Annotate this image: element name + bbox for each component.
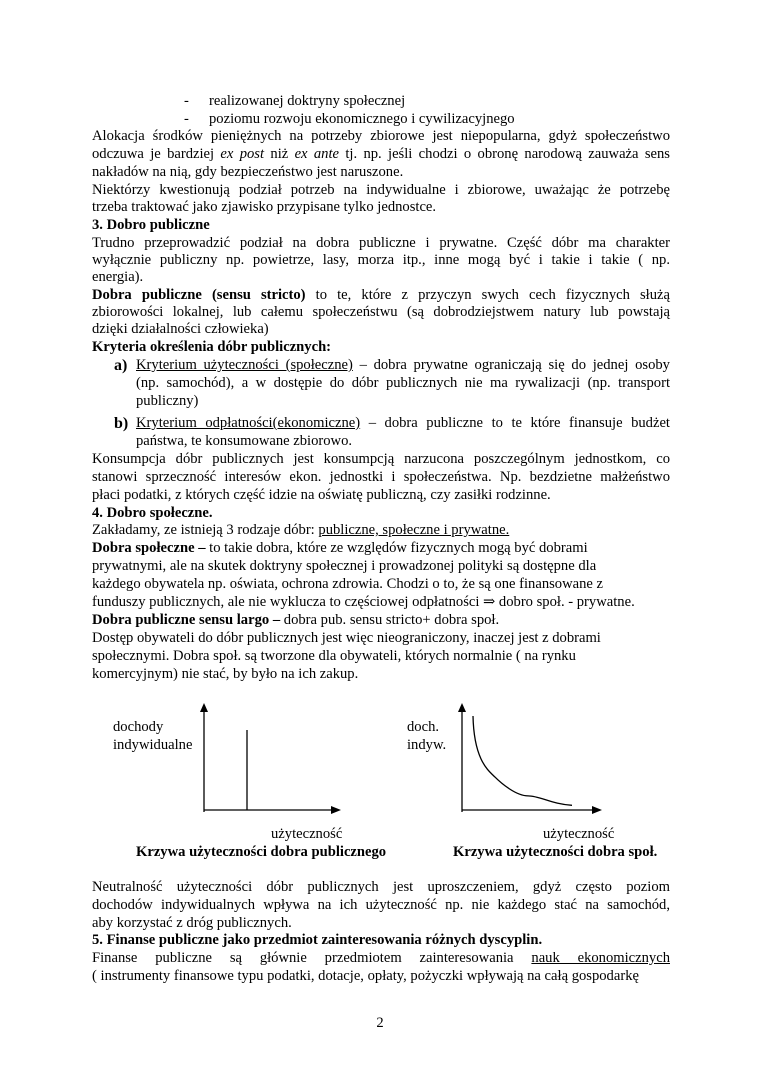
paragraph-line: wyłącznie publiczny np. powietrze, lasy, morza itp., inne mogą być i takie i takie ( np. xyxy=(92,252,670,268)
chart1-ylabel-line1: dochody xyxy=(113,719,164,735)
paragraph-line: Dobra publiczne sensu largo – dobra pub. sensu stricto+ dobra społ. xyxy=(92,612,500,628)
chart1-xlabel: użyteczność xyxy=(271,826,343,842)
bullet-marker: - xyxy=(184,111,189,127)
chart1-x-arrow xyxy=(331,806,341,814)
paragraph-line: Dobra publiczne (sensu stricto) to te, które z przyczyn swych cech fizycznych służą xyxy=(92,287,670,303)
chart2-curve xyxy=(473,716,572,805)
chart1-title: Krzywa użyteczności dobra publicznego xyxy=(136,844,387,860)
chart2-x-arrow xyxy=(592,806,602,814)
paragraph-line: płaci podatki, z których część idzie na oświatę publiczną, czy zasiłki rodzinne. xyxy=(92,487,551,503)
criterion-letter: a) xyxy=(114,357,128,374)
criterion-line: (np. samochód), a w dostępie do dóbr publicznych nie ma rywalizacji (np. transport xyxy=(136,375,670,391)
paragraph-line: Konsumpcja dóbr publicznych jest konsumpcją narzucona poszczególnym jednostkom, co xyxy=(92,451,670,467)
chart2-xlabel: użyteczność xyxy=(543,826,615,842)
paragraph-line: zbiorowości lokalnej, lub całemu społeczeństwu (są dobrodziejstwem natury lub powstają xyxy=(92,304,670,320)
paragraph-line: dzięki działalności człowieka) xyxy=(92,321,269,337)
paragraph-line: Neutralność użyteczności dóbr publicznych jest uproszczeniem, gdyż często poziom xyxy=(92,879,670,895)
section-heading: 5. Finanse publiczne jako przedmiot zainteresowania różnych dyscyplin. xyxy=(92,932,543,948)
chart1-y-arrow xyxy=(200,703,208,712)
paragraph-line: prywatnymi, ale na skutek doktryny społecznej i prowadzonej polityki są dostępne dla xyxy=(92,558,597,574)
paragraph-line: funduszy publicznych, ale nie wyklucza to częściowej odpłatności ⇒ dobro społ. - prywatne. xyxy=(92,594,635,610)
criterion-letter: b) xyxy=(114,415,129,432)
paragraph-line: ( instrumenty finansowe typu podatki, dotacje, opłaty, pożyczki wpływają na całą gospodarkę xyxy=(92,968,639,984)
paragraph-line: Dostęp obywateli do dóbr publicznych jest więc nieograniczony, inaczej jest z dobrami xyxy=(92,630,601,646)
paragraph-line: społecznymi. Dobra społ. są tworzone dla obywateli, których normalnie ( na rynku xyxy=(92,648,576,664)
chart2-ylabel-line1: doch. xyxy=(407,719,440,735)
paragraph-line: energia). xyxy=(92,269,144,285)
section-heading: 3. Dobro publiczne xyxy=(92,217,210,233)
bullet-marker: - xyxy=(184,93,189,109)
paragraph-line: Finanse publiczne są głównie przedmiotem zainteresowania nauk ekonomicznych xyxy=(92,950,670,966)
bullet-item: poziomu rozwoju ekonomicznego i cywilizacyjnego xyxy=(209,111,515,127)
chart2-title: Krzywa użyteczności dobra społ. xyxy=(453,844,658,860)
alloc-line: odczuwa je bardziej ex post niż ex ante tj. np. jeśli chodzi o obronę narodową zauważa sens xyxy=(92,146,670,162)
section-heading: 4. Dobro społeczne. xyxy=(92,505,213,521)
criterion-line: publiczny) xyxy=(136,393,199,409)
criterion-line: Kryterium odpłatności(ekonomiczne) – dobra publiczne to te które finansuje budżet xyxy=(136,415,670,431)
paragraph-line: dochodów indywidualnych wpływa na ich użyteczność np. nie każdego stać na samochód, xyxy=(92,897,670,913)
paragraph-line: Dobra społeczne – to takie dobra, które ze względów fizycznych mogą być dobrami xyxy=(92,540,588,556)
paragraph-line: stanowi sprzeczność interesów ekon. jednostki i społeczeństwa. Np. bezdzietne małżeństwo xyxy=(92,469,670,485)
chart1-ylabel-line2: indywidualne xyxy=(113,737,193,753)
chart1-plot xyxy=(195,702,345,814)
alloc-line: nakładów na nią, gdy bezpieczeństwo jest naruszone. xyxy=(92,164,404,180)
chart2-y-arrow xyxy=(458,703,466,712)
kwest-line: trzeba traktować jako zjawisko przypisane tylko jednostce. xyxy=(92,199,437,215)
paragraph-line: Zakładamy, ze istnieją 3 rodzaje dóbr: publiczne, społeczne i prywatne. xyxy=(92,522,510,538)
paragraph-line: aby korzystać z dróg publicznych. xyxy=(92,915,292,931)
kwest-line: Niektórzy kwestionują podział potrzeb na indywidualne i zbiorowe, uważając że potrzebę xyxy=(92,182,670,198)
paragraph-line: Trudno przeprowadzić podział na dobra publiczne i prywatne. Część dóbr ma charakter xyxy=(92,235,670,251)
alloc-line: Alokacja środków pieniężnych na potrzeby zbiorowe jest niepopularna, gdyż społeczeństwo xyxy=(92,128,670,144)
paragraph-line: każdego obywatela np. oświata, ochrona zdrowia. Chodzi o to, że są one finansowane z xyxy=(92,576,604,592)
chart2-plot xyxy=(456,702,606,814)
bullet-item: realizowanej doktryny społecznej xyxy=(209,93,406,109)
paragraph-line: komercyjnym) nie stać, by było na ich zakup. xyxy=(92,666,359,682)
chart2-ylabel-line2: indyw. xyxy=(407,737,447,753)
criterion-line: Kryterium użyteczności (społeczne) – dobra prywatne ograniczają się do jednej osoby xyxy=(136,357,670,373)
page-number: 2 xyxy=(376,1015,384,1031)
criterion-line: państwa, te konsumowane zbiorowo. xyxy=(136,433,353,449)
criteria-heading: Kryteria określenia dóbr publicznych: xyxy=(92,339,332,355)
